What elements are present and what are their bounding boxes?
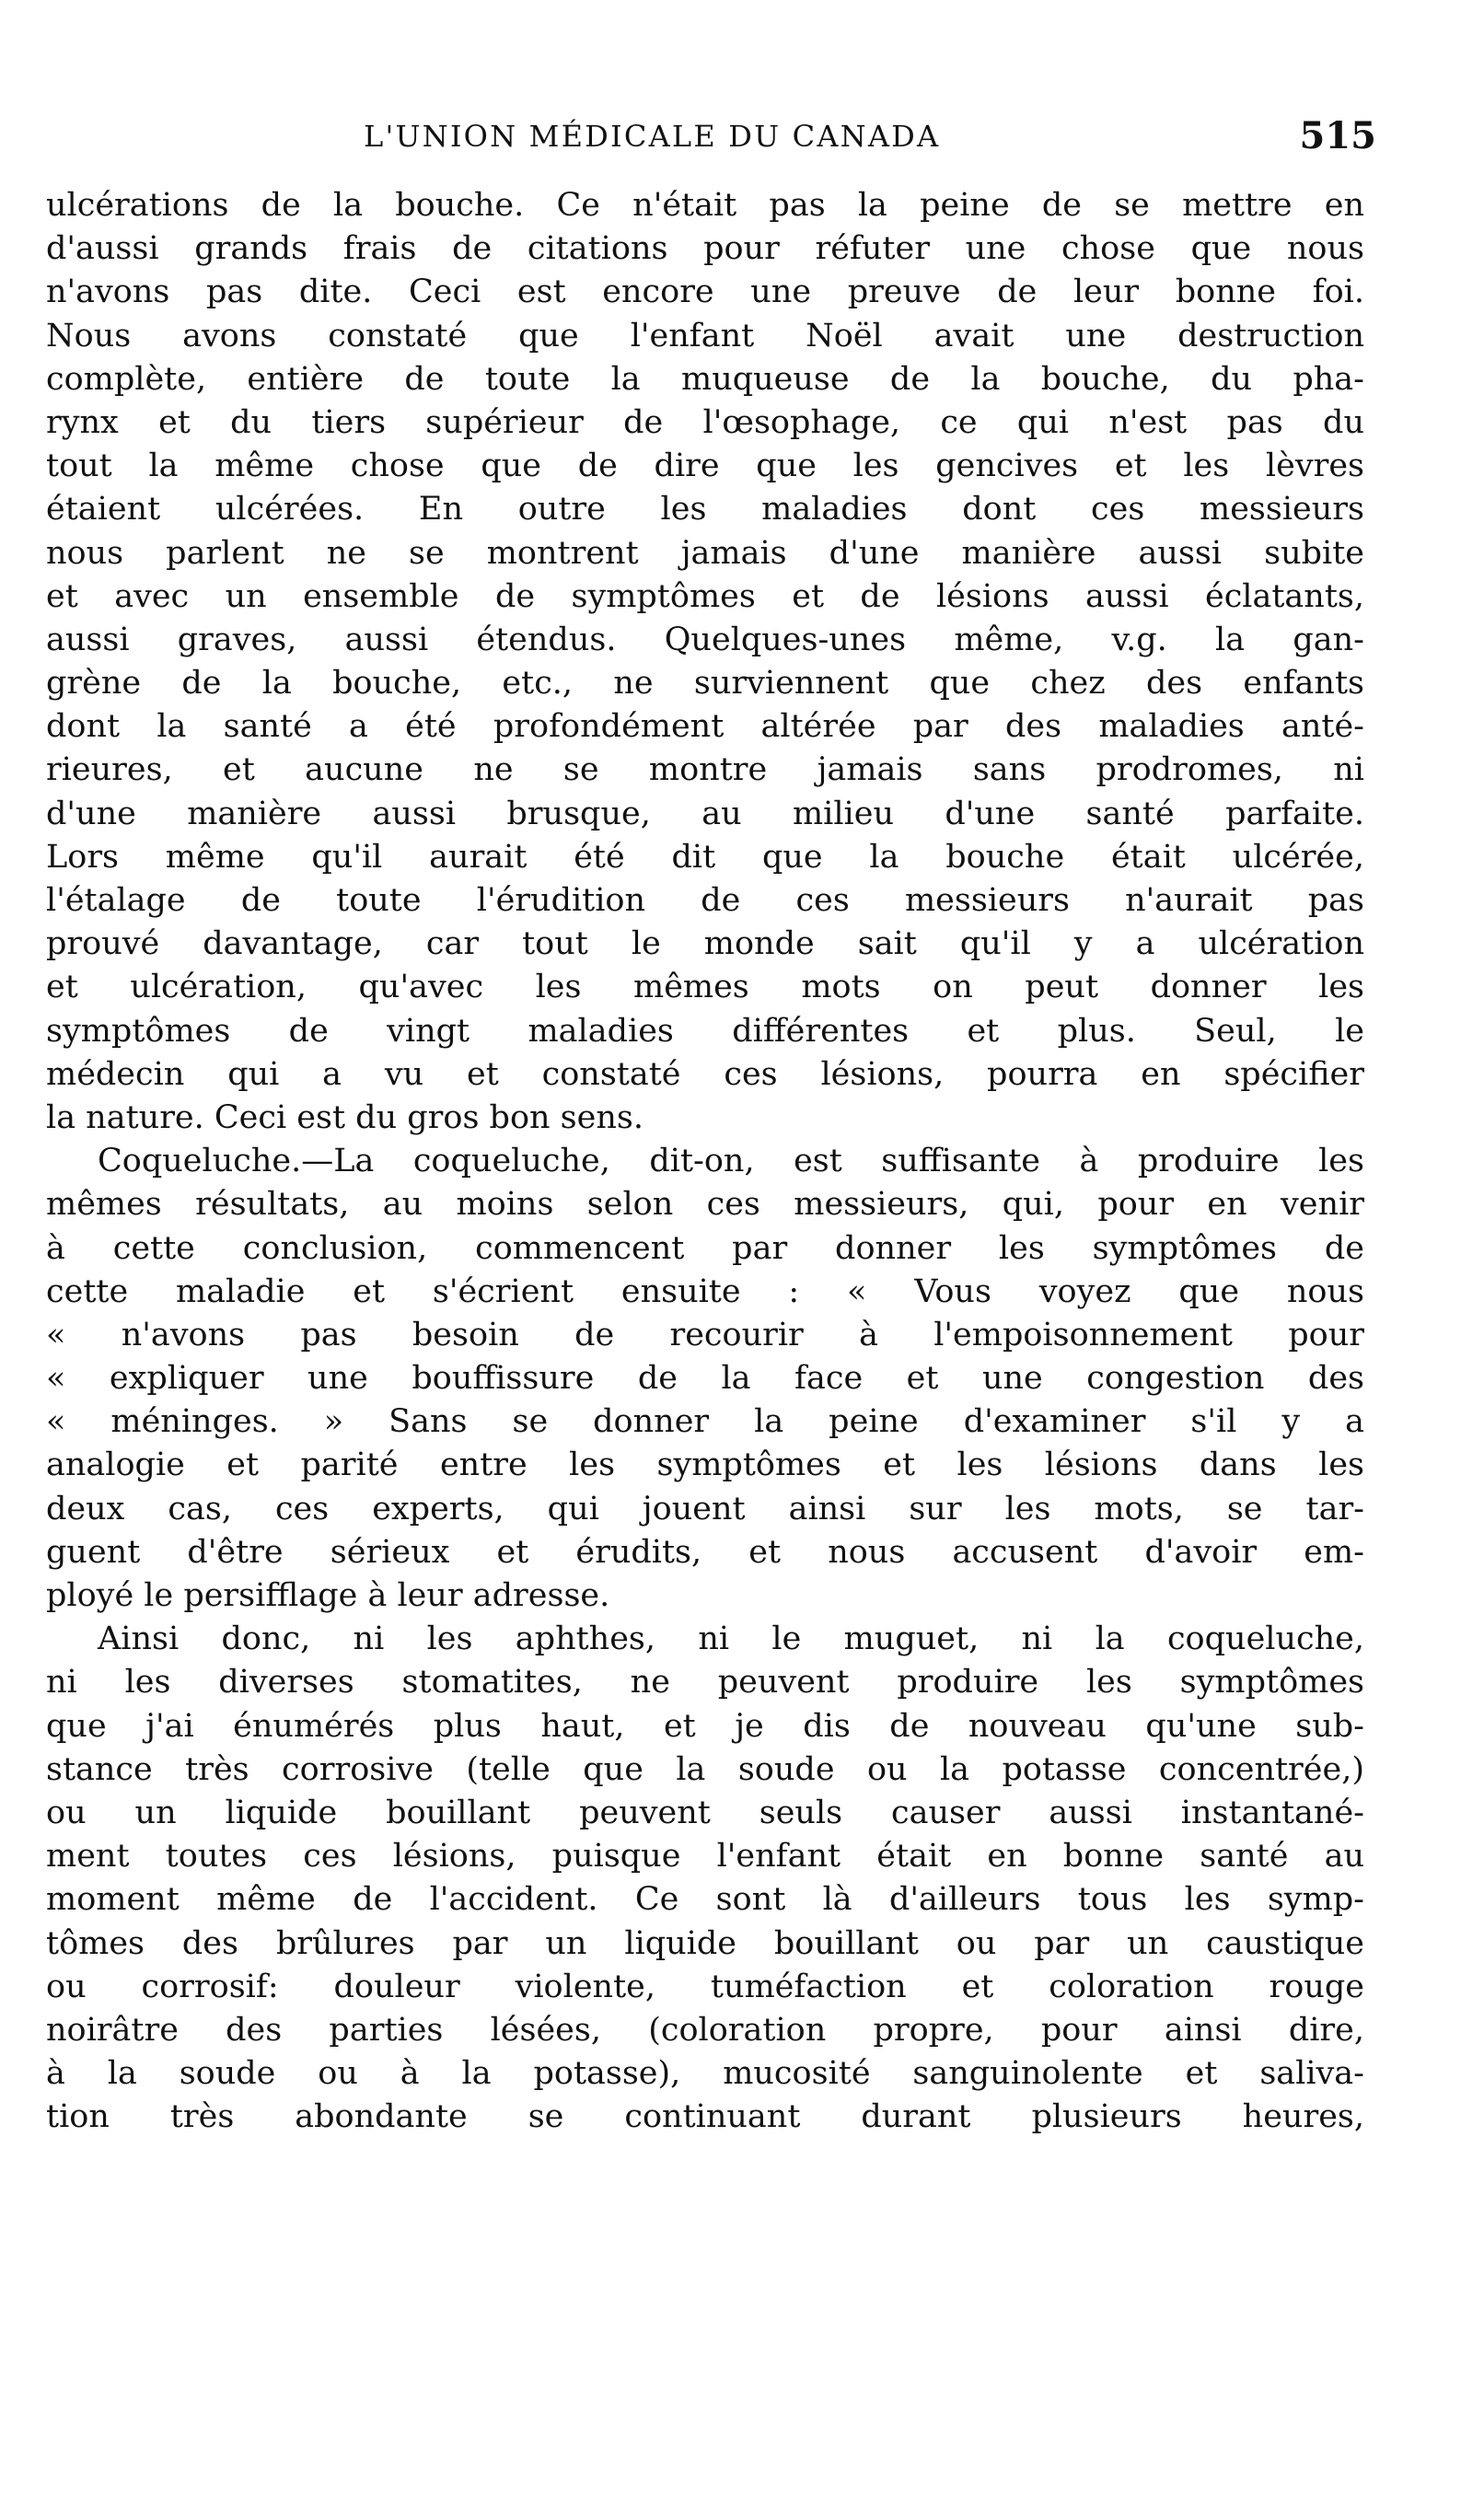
section-heading-line: Coqueluche.—La coqueluche, dit-on, est suffisante à produire les [98, 1143, 1364, 1180]
text-line: l'étalage de toute l'érudition de ces messieurs n'aurait pas [46, 882, 1364, 919]
text-line: tion très abondante se continuant durant plusieurs heures, [46, 2098, 1364, 2136]
text-line: guent d'être sérieux et érudits, et nous accusent d'avoir em- [46, 1533, 1364, 1571]
running-head: L'UNION MÉDICALE DU CANADA [364, 119, 941, 154]
text-line: rieures, et aucune ne se montre jamais sans prodromes, ni [46, 751, 1364, 789]
text-line: ment toutes ces lésions, puisque l'enfant était en bonne santé au [46, 1838, 1364, 1876]
text-line: rynx et du tiers supérieur de l'œsophage, ce qui n'est pas du [46, 403, 1364, 441]
text-line: Lors même qu'il aurait été dit que la bouche était ulcérée, [46, 838, 1364, 876]
text-line: à cette conclusion, commencent par donner les symptômes de [46, 1229, 1364, 1267]
text-line: d'une manière aussi brusque, au milieu d'une santé parfaite. [46, 795, 1364, 832]
paragraph-end-line: la nature. Ceci est du gros bon sens. [46, 1098, 643, 1136]
text-line: ulcérations de la bouche. Ce n'était pas la peine de se mettre en [46, 187, 1364, 224]
text-line: analogie et parité entre les symptômes et les lésions dans les [46, 1446, 1364, 1484]
text-line: prouvé davantage, car tout le monde sait qu'il y a ulcération [46, 925, 1364, 963]
text-line: cette maladie et s'écrient ensuite : « Vous voyez que nous [46, 1272, 1364, 1310]
text-line: mêmes résultats, au moins selon ces messieurs, qui, pour en venir [46, 1186, 1364, 1224]
text-line: n'avons pas dite. Ceci est encore une preuve de leur bonne foi. [46, 273, 1364, 311]
page-number: 515 [1299, 114, 1376, 157]
text-line: d'aussi grands frais de citations pour réfuter une chose que nous [46, 230, 1364, 268]
body-text [46, 184, 1364, 2139]
text-line: moment même de l'accident. Ce sont là d'ailleurs tous les symp- [46, 1881, 1364, 1919]
text-line: complète, entière de toute la muqueuse de la bouche, du pha- [46, 360, 1364, 398]
text-line: stance très corrosive (telle que la soude ou la potasse concentrée,) [46, 1750, 1364, 1788]
text-line: ni les diverses stomatites, ne peuvent produire les symptômes [46, 1664, 1364, 1701]
text-line: que j'ai énumérés plus haut, et je dis de nouveau qu'une sub- [46, 1707, 1364, 1745]
text-line: « expliquer une bouffissure de la face et une congestion des [46, 1360, 1364, 1398]
text-line: tômes des brûlures par un liquide bouillant ou par un caustique [46, 1924, 1364, 1962]
text-line: dont la santé a été profondément altérée par des maladies anté- [46, 708, 1364, 746]
text-line: « méninges. » Sans se donner la peine d'examiner s'il y a [46, 1403, 1364, 1441]
text-line: tout la même chose que de dire que les gencives et les lèvres [46, 447, 1364, 485]
text-line: médecin qui a vu et constaté ces lésions, pourra en spécifier [46, 1055, 1364, 1093]
text-line: étaient ulcérées. En outre les maladies dont ces messieurs [46, 491, 1364, 528]
text-line: deux cas, ces experts, qui jouent ainsi sur les mots, se tar- [46, 1490, 1364, 1527]
text-line: noirâtre des parties lésées, (coloration propre, pour ainsi dire, [46, 2011, 1364, 2049]
text-line: et ulcération, qu'avec les mêmes mots on peut donner les [46, 969, 1364, 1006]
text-line: à la soude ou à la potasse), mucosité sanguinolente et saliva- [46, 2055, 1364, 2093]
text-line: grène de la bouche, etc., ne surviennent que chez des enfants [46, 665, 1364, 703]
text-line: ou un liquide bouillant peuvent seuls causer aussi instantané- [46, 1794, 1364, 1831]
text-line: Nous avons constaté que l'enfant Noël avait une destruction [46, 317, 1364, 354]
text-line: et avec un ensemble de symptômes et de lésions aussi éclatants, [46, 577, 1364, 615]
text-line: aussi graves, aussi étendus. Quelques-unes même, v.g. la gan- [46, 621, 1364, 658]
text-line: symptômes de vingt maladies différentes et plus. Seul, le [46, 1012, 1364, 1050]
paragraph-start-line: Ainsi donc, ni les aphthes, ni le muguet, ni la coqueluche, [98, 1620, 1364, 1658]
page-header [364, 109, 1376, 164]
paragraph-end-line: ployé le persifflage à leur adresse. [46, 1577, 610, 1614]
text-line: ou corrosif: douleur violente, tuméfaction et coloration rouge [46, 1968, 1364, 2005]
text-line: « n'avons pas besoin de recourir à l'empoisonnement pour [46, 1316, 1364, 1353]
text-line: nous parlent ne se montrent jamais d'une manière aussi subite [46, 534, 1364, 572]
